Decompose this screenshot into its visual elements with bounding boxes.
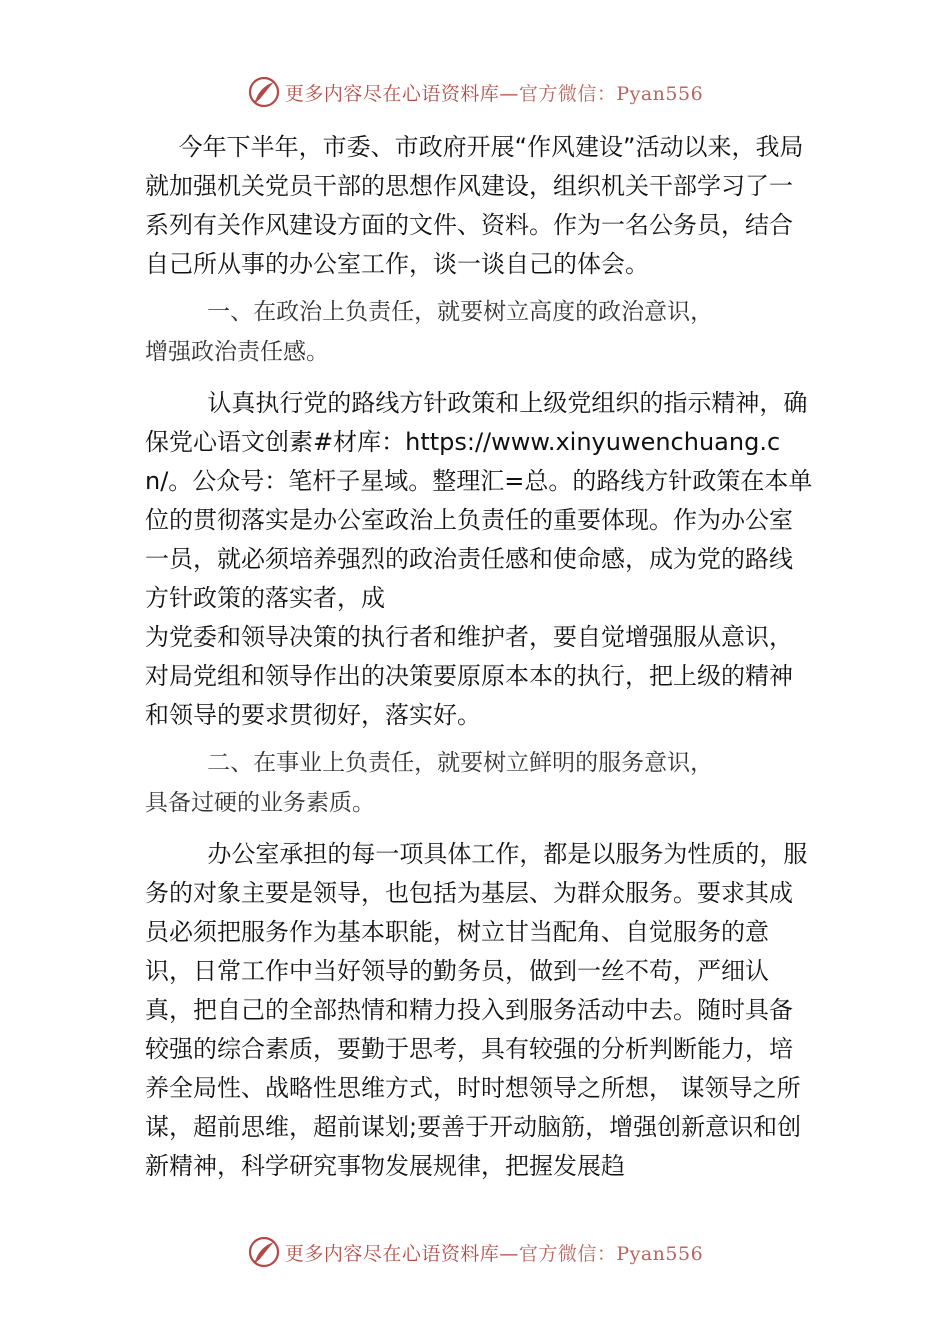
footer-watermark	[0, 1232, 950, 1272]
section-heading-1-line-2: 增强政治责任感。	[145, 339, 329, 365]
intro-paragraph: 今年下半年，市委、市政府开展“作风建设”活动以来，我局就加强机关党员干部的思想作风建设，组织机关干部学习了一系列有关作风建设方面的文件、资料。作为一名公务员，结合自己所从事的办公室工作，谈一谈自己的体会。	[145, 133, 804, 278]
document-body	[145, 128, 815, 1186]
wechat-id: 官方微信：Pyan556	[518, 82, 704, 105]
section-heading-2-line-2: 具备过硬的业务素质。	[145, 790, 375, 816]
section-heading-1-line-1: 一、在政治上负责任，就要树立高度的政治意识，	[207, 299, 714, 325]
header-watermark	[0, 72, 950, 112]
section-heading-2-line-1: 二、在事业上负责任，就要树立鲜明的服务意识，	[207, 750, 714, 776]
quill-seal-logo-icon	[247, 75, 281, 109]
watermark-text: 更多内容尽在心语资料库—官方微信：Pyan556	[284, 82, 704, 105]
watermark-text: 更多内容尽在心语资料库—官方微信：Pyan556	[284, 1242, 704, 1265]
section-2-paragraph: 办公室承担的每一项具体工作，都是以服务为性质的，服务的对象主要是领导，也包括为基层、为群众服务。要求其成员必须把服务作为基本职能，树立甘当配角、自觉服务的意识，日常工作中当好领导的勤务员，做到一丝不苟，严细认真，把自己的全部热情和精力投入到服务活动中去。随时具备较强的综合素质，要勤于思考，具有较强的分析判断能力，培养全局性、战略性思维方式，时时想领导之所想， 谋领导之所谋，超前思维，超前谋划;要善于开动脑筋，增强创新意识和创新精神，科学研究事物发展规律，把握发展趋	[145, 840, 808, 1180]
wechat-id: 官方微信：Pyan556	[518, 1242, 704, 1265]
quill-seal-logo-icon	[247, 1235, 281, 1269]
section-heading-2	[145, 743, 815, 823]
section-heading-1	[145, 292, 815, 372]
section-1-paragraph-continued: 为党委和领导决策的执行者和维护者，要自觉增强服从意识，对局党组和领导作出的决策要原原本本的执行，把上级的精神和领导的要求贯彻好，落实好。	[145, 623, 793, 729]
section-1-paragraph: 认真执行党的路线方针政策和上级党组织的指示精神，确保党心语文创素#材库：https://www.xinyuwenchuang.cn/。公众号：笔杆子星域。整理汇=总。的路线方针政策在本单位的贯彻落实是办公室政治上负责任的重要体现。作为办公室一员，就必须培养强烈的政治责任感和使命感，成为党的路线方针政策的落实者，成	[145, 389, 813, 612]
